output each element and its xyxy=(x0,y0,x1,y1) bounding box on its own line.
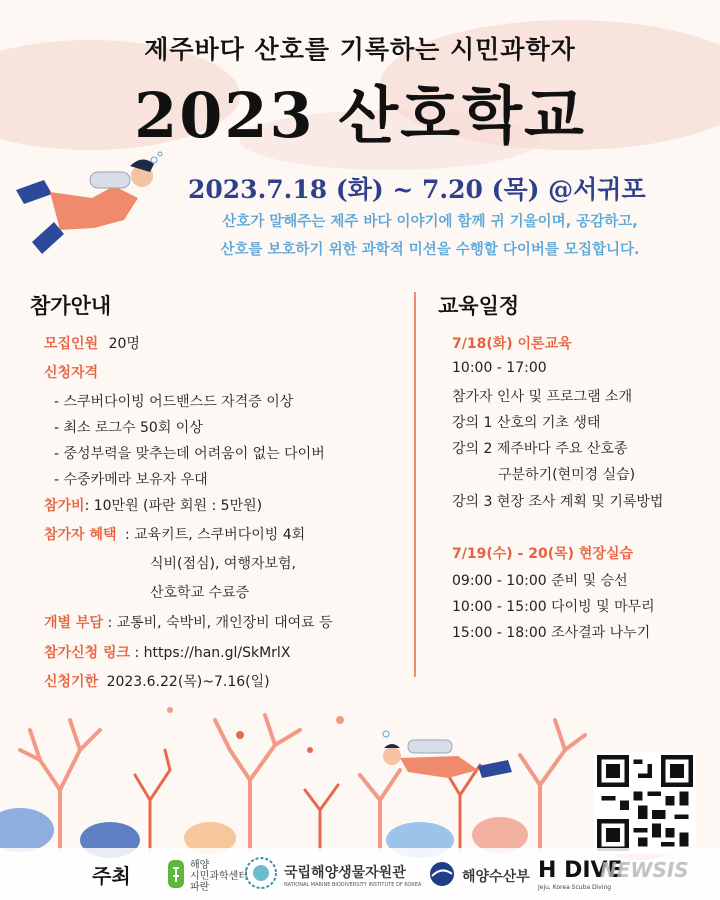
cost-label: 개별 부담 xyxy=(44,615,103,631)
recruit-row xyxy=(44,333,140,353)
deadline-label: 신청기한 xyxy=(44,674,99,690)
day1-item: 강의 2 제주바다 주요 산호종 xyxy=(452,441,628,457)
section-divider xyxy=(414,292,416,677)
mabik-logo-text: 국립해양생물자원관 xyxy=(284,865,406,881)
fee-row xyxy=(44,495,262,515)
hdive-logo-text: H DIVE xyxy=(538,858,623,883)
paran-logo-icon xyxy=(166,858,188,890)
day1-item: 강의 1 산호의 기초 생태 xyxy=(452,415,601,431)
qr-code-icon[interactable] xyxy=(594,752,696,854)
recruit-label: 모집인원 xyxy=(44,336,99,352)
cost-row xyxy=(44,612,333,632)
paran-logo-line: 시민과학센터 xyxy=(190,871,248,882)
day1-item: 구분하기(현미경 실습) xyxy=(498,467,636,483)
day2-item: 15:00 - 18:00 조사결과 나누기 xyxy=(452,625,651,641)
day2-item: 09:00 - 10:00 준비 및 승선 xyxy=(452,573,628,589)
host-label: 주최 xyxy=(92,864,131,888)
qual-label: 신청자격 xyxy=(44,365,99,381)
qual-item: - 중성부력을 맞추는데 어려움이 없는 다이버 xyxy=(54,446,325,462)
link-row[interactable] xyxy=(44,642,290,662)
mabik-logo-subtext: NATIONAL MARINE BIODIVERSITY INSTITUTE OF KOREA xyxy=(284,882,422,888)
description-line-2: 산호를 보호하기 위한 과학적 미션을 수행할 다이버를 모집합니다. xyxy=(220,242,640,258)
deadline-row xyxy=(44,671,270,691)
poster-subtitle: 제주바다 산호를 기록하는 시민과학자 xyxy=(144,35,576,64)
paran-logo-text xyxy=(190,860,248,893)
mof-logo-icon xyxy=(428,860,456,888)
event-date: 2023.7.18 (화) ~ 7.20 (목) @서귀포 xyxy=(188,175,646,204)
day1-item: 참가자 인사 및 프로그램 소개 xyxy=(452,389,633,405)
benefit-label: 참가자 혜택 xyxy=(44,527,117,543)
hdive-logo-subtext: Jeju, Korea Scuba Diving xyxy=(538,884,612,891)
day2-item: 10:00 - 15:00 다이빙 및 마무리 xyxy=(452,599,655,615)
mabik-logo-icon xyxy=(244,856,278,890)
day2-heading: 7/19(수) - 20(목) 현장실습 xyxy=(452,546,633,562)
qual-item: - 최소 로그수 50회 이상 xyxy=(54,420,203,436)
poster-title: 2023 산호학교 xyxy=(134,79,586,152)
deadline-value: 2023.6.22(목)~7.16(일) xyxy=(106,674,270,690)
mof-logo-text: 해양수산부 xyxy=(462,869,530,885)
schedule-heading: 교육일정 xyxy=(438,294,520,318)
news-watermark: NEWSIS xyxy=(600,858,689,882)
benefit-row xyxy=(44,524,305,544)
description-line-1: 산호가 말해주는 제주 바다 이야기에 함께 귀 기울이며, 공감하고, xyxy=(222,214,638,230)
benefit-line: 식비(점심), 여행자보험, xyxy=(150,556,296,572)
qual-row xyxy=(44,362,98,382)
benefit-line: : 교육키트, 스쿠버다이빙 4회 xyxy=(124,527,306,543)
cost-value: : 교통비, 숙박비, 개인장비 대여료 등 xyxy=(107,615,333,631)
paran-logo-line: 파란 xyxy=(190,882,210,893)
fee-label: 참가비 xyxy=(44,498,85,514)
day1-item: 강의 3 현장 조사 계획 및 기록방법 xyxy=(452,494,664,510)
day1-item: 10:00 - 17:00 xyxy=(452,360,547,376)
info-heading: 참가안내 xyxy=(30,294,112,318)
diver-illustration-2 xyxy=(378,726,518,796)
link-label: 참가신청 링크 xyxy=(44,645,131,661)
recruit-value: 20명 xyxy=(108,336,140,352)
fee-value: : 10만원 (파란 회원 : 5만원) xyxy=(84,498,263,514)
paran-logo-line: 해양 xyxy=(190,860,210,871)
qual-item: - 수중카메라 보유자 우대 xyxy=(54,472,208,488)
benefit-line: 산호학교 수료증 xyxy=(150,585,250,601)
signup-link[interactable]: : https://han.gl/SkMrlX xyxy=(134,645,291,661)
day1-heading: 7/18(화) 이론교육 xyxy=(452,336,572,352)
qual-item: - 스쿠버다이빙 어드밴스드 자격증 이상 xyxy=(54,394,294,410)
